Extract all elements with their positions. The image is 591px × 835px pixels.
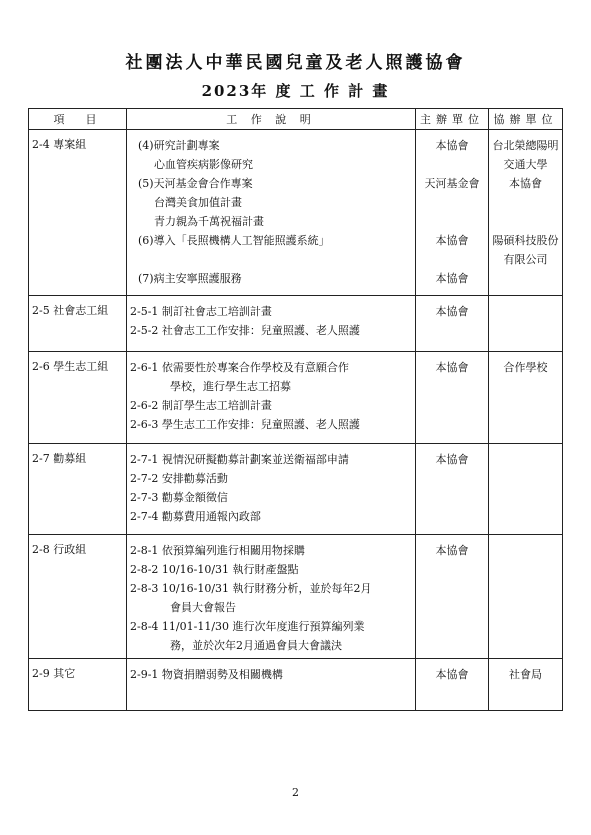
description-line: 2-8-2 10/16-10/31 執行財產盤點: [130, 563, 299, 576]
table-header-row: [29, 109, 563, 130]
host-line: 本協會: [435, 361, 469, 374]
co-organizer-line: 本協會: [509, 177, 542, 190]
description-cell: [127, 352, 416, 444]
host-cell: [416, 659, 489, 711]
description-line: [130, 250, 411, 269]
page-number: 2: [292, 786, 299, 799]
description-line: (7)病主安寧照護服務: [138, 272, 242, 285]
item-cell: 2-7 勸募組: [29, 444, 127, 535]
host-cell: [416, 130, 489, 296]
host-cell: [416, 296, 489, 352]
description-cell: [127, 444, 416, 535]
co-organizer-cell: [489, 296, 563, 352]
plan-title: 2023年 度 工 作 計 畫: [201, 82, 390, 100]
host-line: 本協會: [435, 453, 469, 466]
column-header-item: 項 目: [29, 109, 127, 130]
table-row: [29, 130, 563, 296]
description-line: 2-6-1 依需要性於專案合作學校及有意願合作: [130, 361, 349, 374]
description-line: 2-6-3 學生志工工作安排：兒童照護、老人照護: [130, 418, 360, 431]
description-line: 2-7-3 勸募金額徵信: [130, 491, 228, 504]
host-line: 天河基金會: [424, 177, 480, 190]
item-cell: 2-9 其它: [29, 659, 127, 711]
description-line: 2-5-1 制訂社會志工培訓計畫: [130, 305, 272, 318]
co-organizer-line: 台北榮總陽明交通大學: [492, 139, 559, 171]
description-line: 學校，進行學生志工招募: [170, 380, 291, 393]
host-line: [418, 212, 486, 231]
column-header-description: 工 作 說 明: [127, 109, 416, 130]
description-cell: [127, 296, 416, 352]
description-line: 務，並於次年2月通過會員大會議決: [170, 639, 342, 652]
host-cell: [416, 444, 489, 535]
host-cell: [416, 352, 489, 444]
co-organizer-cell: [489, 444, 563, 535]
host-line: 本協會: [435, 234, 469, 247]
co-organizer-line: 陽碩科技股份有限公司: [492, 234, 559, 266]
description-cell: [127, 535, 416, 659]
item-cell: 2-4 專案組: [29, 130, 127, 296]
description-line: 2-7-4 勸募費用通報內政部: [130, 510, 261, 523]
description-line: (5)天河基金會合作專案: [138, 177, 253, 190]
host-line: 本協會: [435, 272, 469, 285]
host-line: [418, 193, 486, 212]
co-organizer-spacer: [491, 212, 560, 231]
table-row: [29, 296, 563, 352]
description-cell: [127, 130, 416, 296]
description-line: 2-8-4 11/01-11/30 進行次年度進行預算編列業: [130, 620, 365, 633]
table-row: [29, 535, 563, 659]
organization-title: 社團法人中華民國兒童及老人照護協會: [125, 53, 466, 73]
description-line: 台灣美食加值計畫: [154, 196, 242, 209]
description-cell: [127, 659, 416, 711]
host-cell: [416, 535, 489, 659]
co-organizer-cell: [489, 535, 563, 659]
co-organizer-cell: [489, 352, 563, 444]
host-line: [418, 155, 486, 174]
description-line: (6)導入「長照機構人工智能照護系統」: [138, 234, 330, 247]
description-line: (4)研究計劃專案: [138, 139, 220, 152]
description-line: 心血管疾病影像研究: [154, 158, 253, 171]
host-line: 本協會: [435, 139, 469, 152]
description-line: 青力親為千萬祝福計畫: [154, 215, 264, 228]
co-organizer-line: [491, 193, 560, 212]
column-header-host: 主辦單位: [416, 109, 489, 130]
co-organizer-cell: [489, 130, 563, 296]
co-organizer-line: 合作學校: [503, 361, 548, 374]
item-cell: 2-8 行政組: [29, 535, 127, 659]
co-organizer-cell: [489, 659, 563, 711]
description-line: 2-7-1 視情況研擬勸募計劃案並送衛福部申請: [130, 453, 349, 466]
work-plan-table: [28, 108, 563, 711]
host-line: 本協會: [435, 544, 469, 557]
description-line: 會員大會報告: [170, 601, 236, 614]
description-line: 2-8-3 10/16-10/31 執行財務分析，並於每年2月: [130, 582, 372, 595]
item-cell: 2-5 社會志工組: [29, 296, 127, 352]
host-line: 本協會: [435, 668, 469, 681]
table-row: [29, 352, 563, 444]
host-line: [418, 250, 486, 269]
description-line: 2-7-2 安排勸募活動: [130, 472, 228, 485]
table-row: [29, 444, 563, 535]
co-organizer-line: 社會局: [509, 668, 542, 681]
description-line: 2-5-2 社會志工工作安排：兒童照護、老人照護: [130, 324, 360, 337]
description-line: 2-8-1 依預算編列進行相關用物採購: [130, 544, 305, 557]
item-cell: 2-6 學生志工組: [29, 352, 127, 444]
table-row: [29, 659, 563, 711]
column-header-co-organizer: 協辦單位: [489, 109, 563, 130]
host-line: 本協會: [435, 305, 469, 318]
description-line: 2-6-2 制訂學生志工培訓計畫: [130, 399, 272, 412]
description-line: 2-9-1 物資捐贈弱勢及相關機構: [130, 668, 283, 681]
